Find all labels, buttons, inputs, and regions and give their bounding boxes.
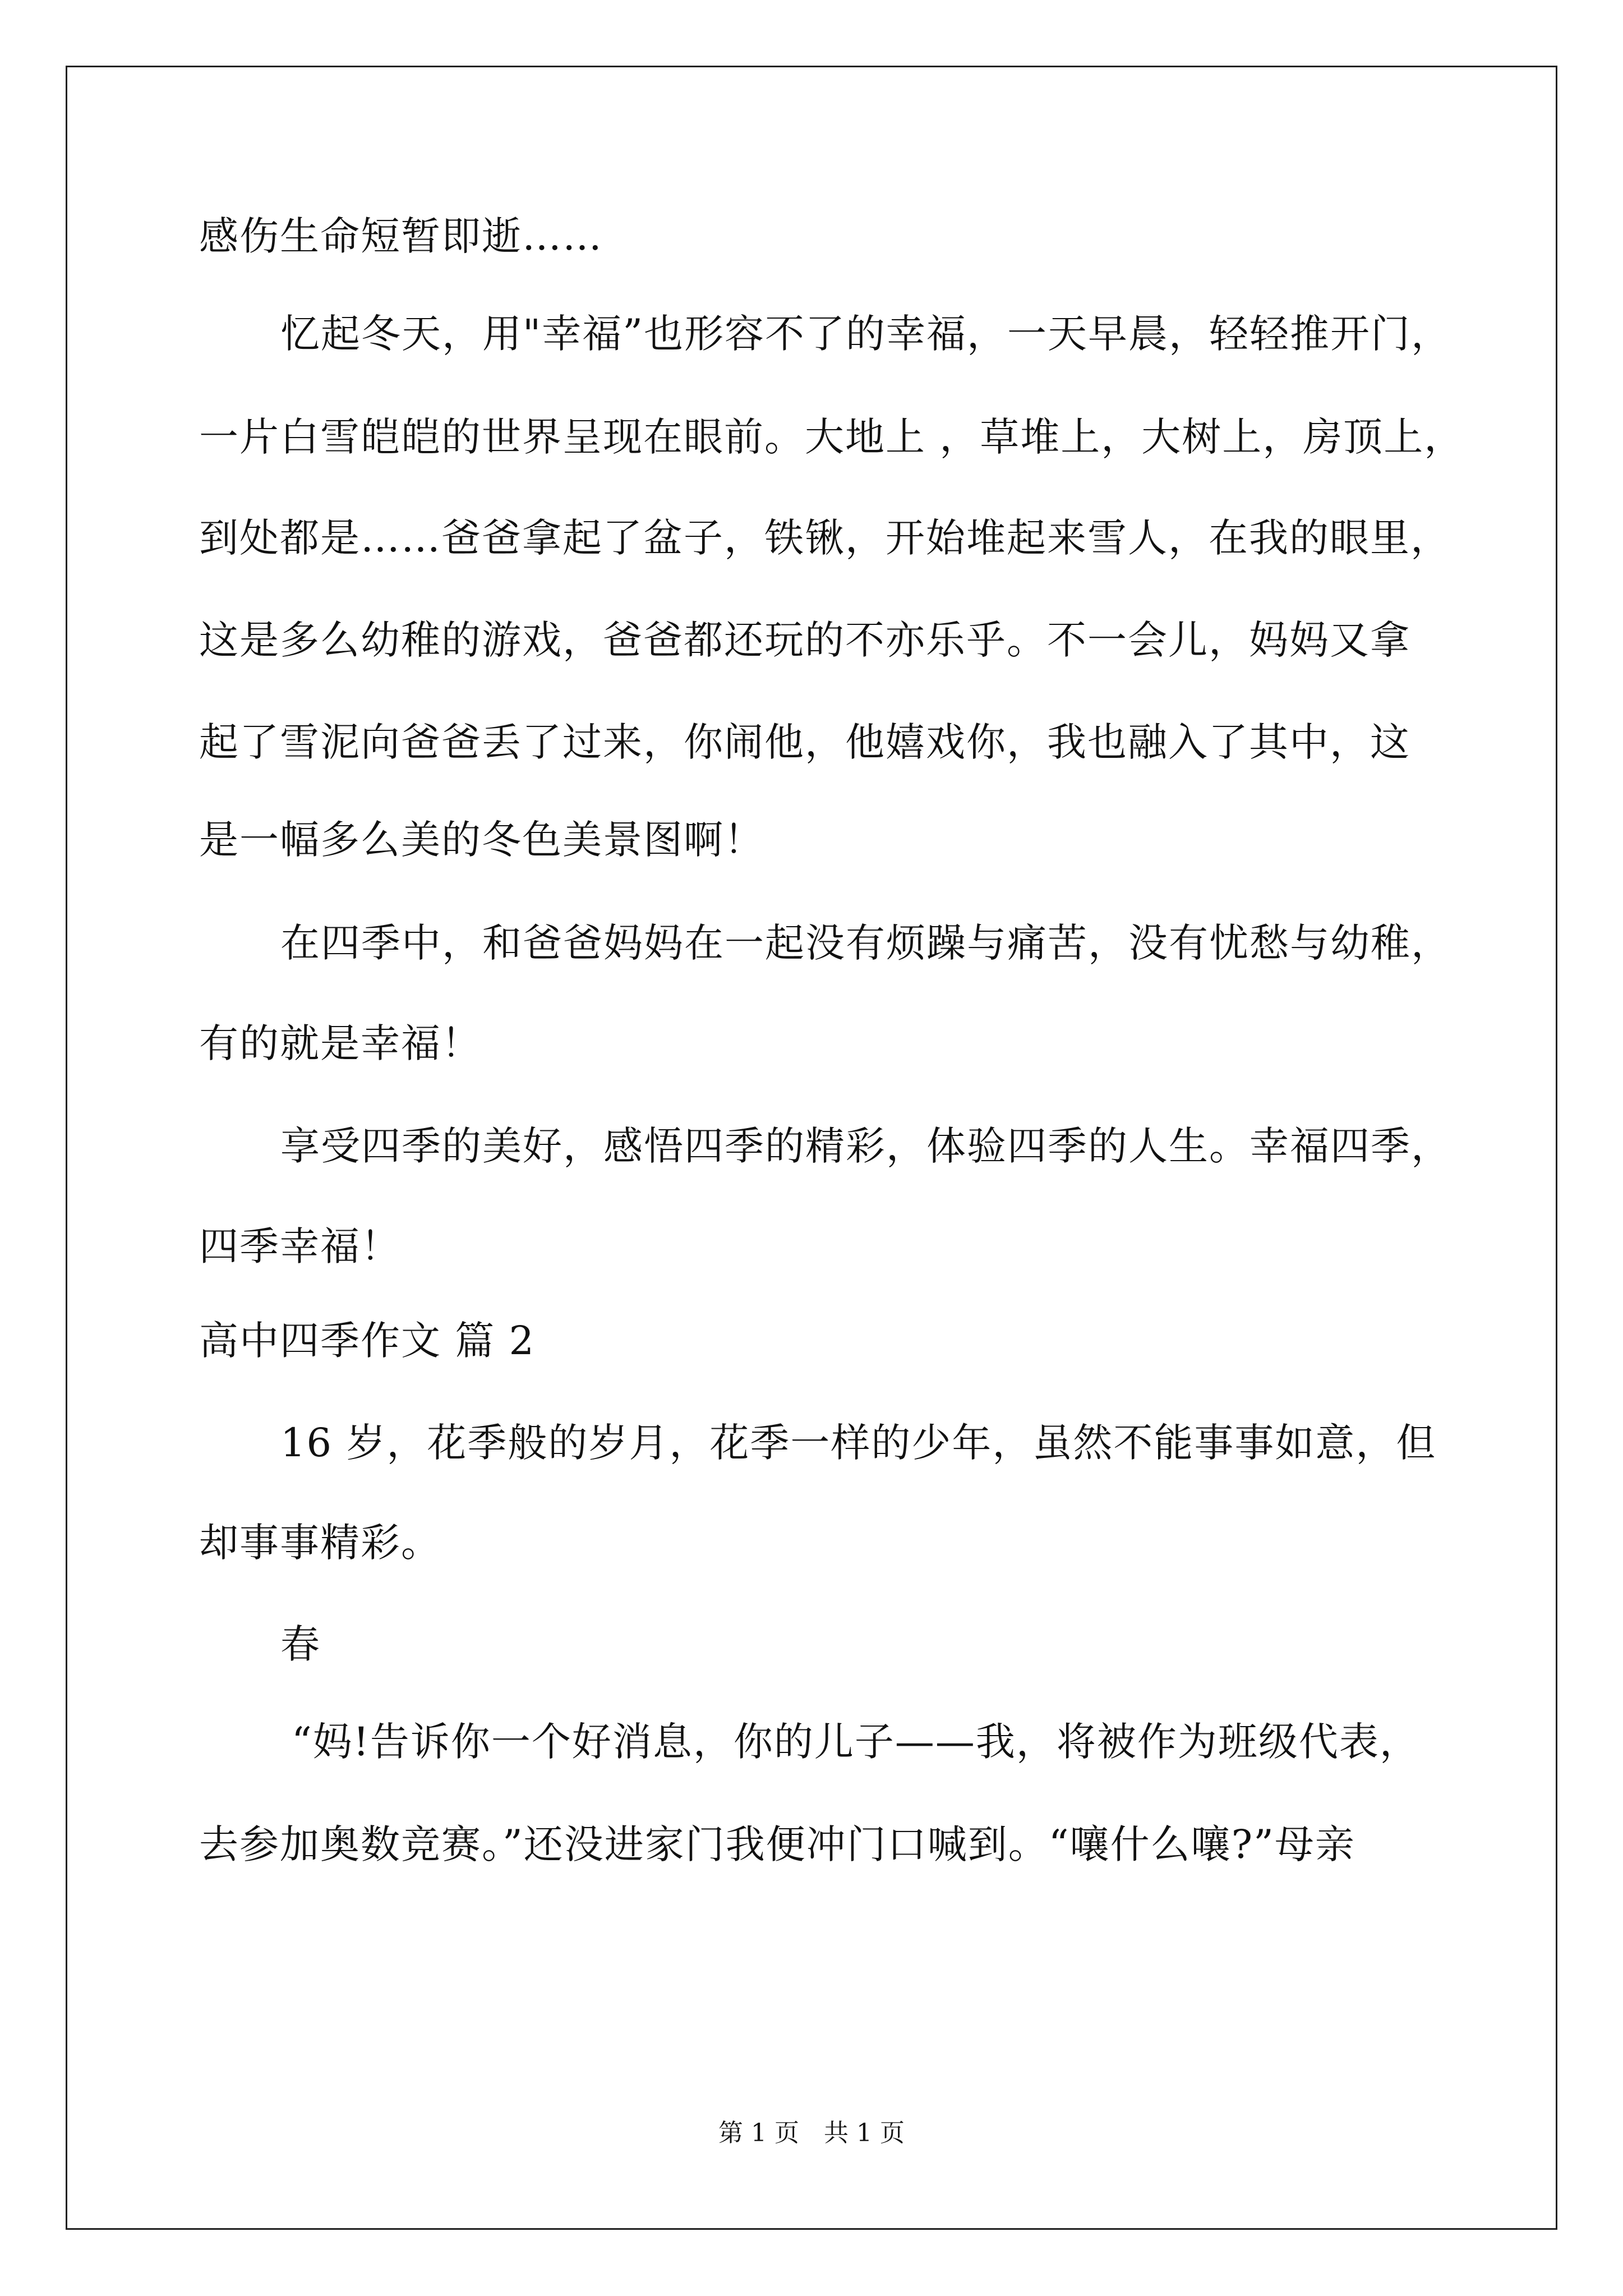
text-line: 去参加奥数竞赛。”还没进家门我便冲门口喊到。“嚷什么嚷?”母亲 — [199, 1821, 1355, 1867]
text-line: 享受四季的美好，感悟四季的精彩，体验四季的人生。幸福四季， — [280, 1123, 1451, 1169]
page-footer: 第 1 页 共 1 页 — [718, 2119, 905, 2147]
text-line: 有的就是幸福！ — [199, 1020, 482, 1066]
text-line: 却事事精彩。 — [199, 1520, 441, 1566]
text-line: 春 — [280, 1621, 321, 1667]
text-line: 在四季中，和爸爸妈妈在一起没有烦躁与痛苦，没有忧愁与幼稚， — [280, 920, 1451, 966]
text-line: 起了雪泥向爸爸丢了过来，你闹他，他嬉戏你，我也融入了其中，这 — [199, 719, 1410, 765]
text-line: 是一幅多么美的冬色美景图啊！ — [199, 817, 764, 863]
text-line: “妈!告诉你一个好消息，你的儿子——我，将被作为班级代表， — [292, 1719, 1420, 1765]
text-line: 一片白雪皑皑的世界呈现在眼前。大地上 ，草堆上，大树上，房顶上， — [199, 414, 1465, 460]
text-line: 四季幸福！ — [199, 1223, 401, 1269]
text-line: 到处都是……爸爸拿起了盆子，铁锹，开始堆起来雪人，在我的眼里， — [199, 515, 1451, 561]
text-line: 感伤生命短暂即逝…… — [199, 213, 603, 259]
text-line: 忆起冬天，用"幸福”也形容不了的幸福，一天早晨，轻轻推开门， — [280, 311, 1451, 357]
section-heading: 高中四季作文 篇 2 — [199, 1318, 536, 1364]
text-line: 这是多么幼稚的游戏，爸爸都还玩的不亦乐乎。不一会儿，妈妈又拿 — [199, 617, 1410, 663]
text-line: 16 岁，花季般的岁月，花季一样的少年，虽然不能事事如意，但 — [280, 1420, 1437, 1466]
